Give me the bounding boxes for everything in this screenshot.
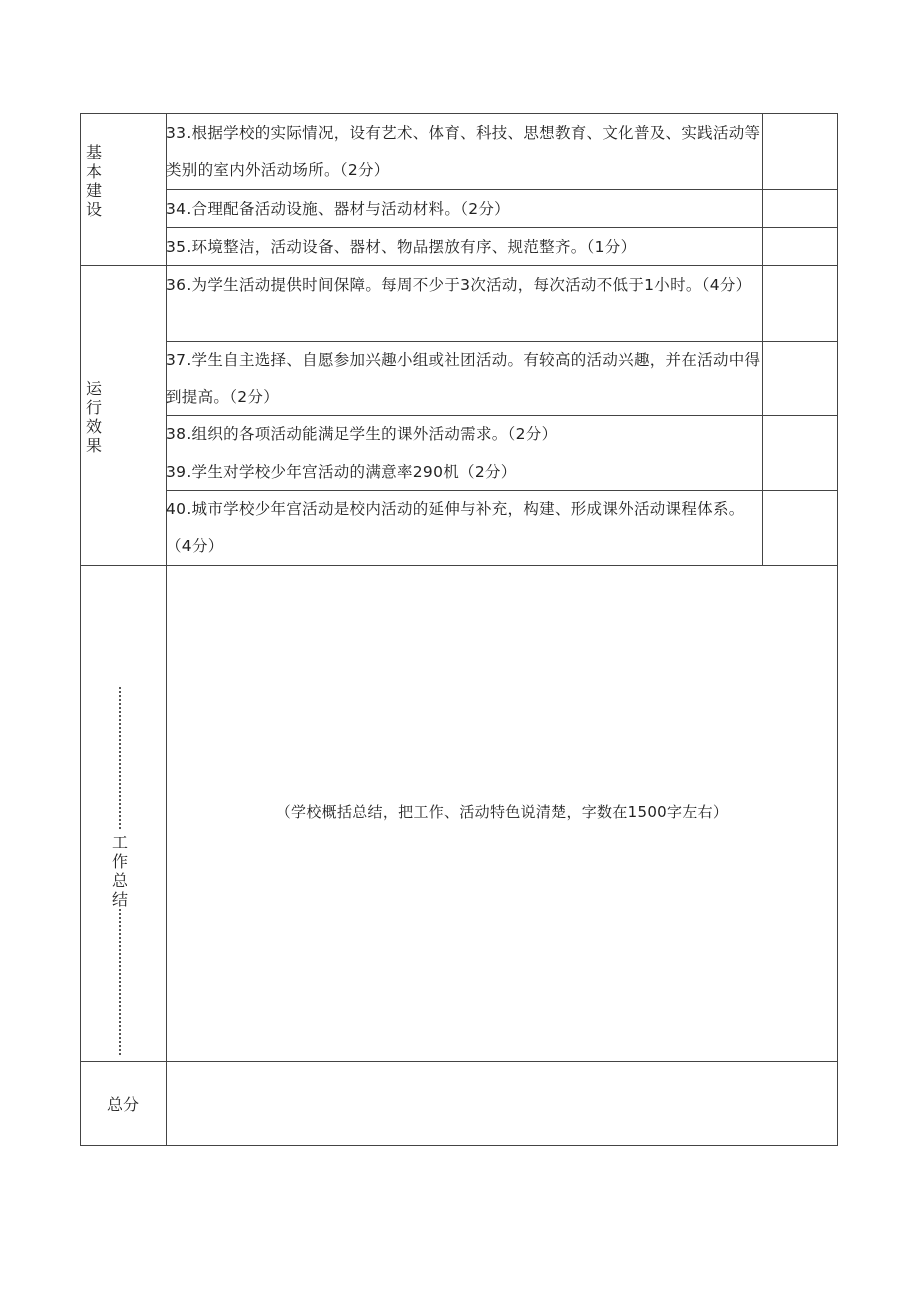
score-cell-33[interactable] bbox=[762, 113, 838, 189]
summary-section-label: 工 作 总 结 bbox=[111, 833, 128, 909]
score-cell-35[interactable] bbox=[762, 227, 838, 265]
total-label: 总分 bbox=[106, 1095, 139, 1114]
item-38-text: 38.组织的各项活动能满足学生的课外活动需求。（2分） bbox=[166, 425, 558, 443]
item-40-text: 40.城市学校少年宫活动是校内活动的延伸与补充，构建、形成课外活动课程体系。（4分） bbox=[166, 500, 745, 555]
effect-section-label: 运 行 效 果 bbox=[85, 379, 102, 455]
item-37-text: 37.学生自主选择、自愿参加兴趣小组或社团活动。有较高的活动兴趣，并在活动中得到提高。（2分） bbox=[166, 351, 761, 406]
score-cell-36[interactable] bbox=[762, 265, 838, 341]
evaluation-form-table bbox=[80, 113, 838, 1146]
summary-section-cell bbox=[80, 565, 166, 1061]
total-score-cell[interactable] bbox=[166, 1061, 838, 1146]
item-39-text: 39.学生对学校少年宫活动的满意率290机（2分） bbox=[166, 463, 517, 481]
score-cell-38-39[interactable] bbox=[762, 415, 838, 490]
score-cell-34[interactable] bbox=[762, 189, 838, 227]
item-33-text: 33.根据学校的实际情况，设有艺术、体育、科技、思想教育、文化普及、实践活动等类别的室内外活动场所。（2分） bbox=[166, 124, 761, 179]
basic-section-label: 基 本 建 设 bbox=[85, 143, 102, 219]
score-cell-40[interactable] bbox=[762, 490, 838, 565]
item-34-text: 34.合理配备活动设施、器材与活动材料。（2分） bbox=[166, 200, 510, 218]
summary-dotted-line-bottom bbox=[119, 909, 123, 1055]
score-cell-37[interactable] bbox=[762, 341, 838, 415]
item-35-text: 35.环境整洁，活动设备、器材、物品摆放有序、规范整齐。（1分） bbox=[166, 238, 637, 256]
item-36-text: 36.为学生活动提供时间保障。每周不少于3次活动，每次活动不低于1小时。（4分） bbox=[166, 276, 752, 294]
summary-instruction: （学校概括总结，把工作、活动特色说清楚，字数在1500字左右） bbox=[275, 803, 729, 821]
summary-dotted-line-top bbox=[119, 687, 123, 829]
